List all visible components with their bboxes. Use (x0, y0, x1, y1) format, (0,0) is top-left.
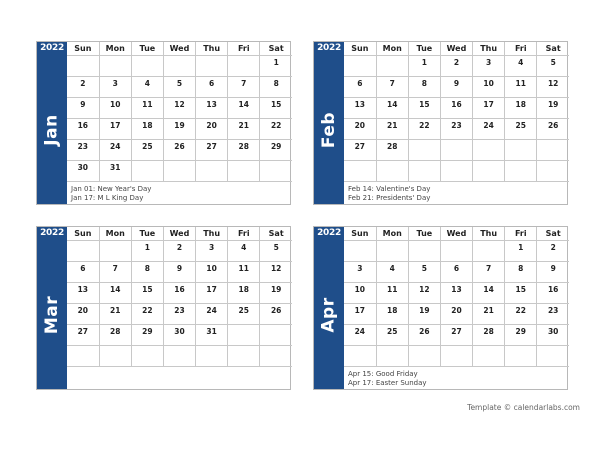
day-cell: 28 (228, 140, 260, 161)
month-band (314, 227, 344, 389)
day-cell: 28 (376, 140, 408, 161)
day-cell: 22 (131, 304, 163, 325)
month-grid (344, 227, 567, 367)
week-row (67, 98, 292, 119)
day-cell: 13 (196, 98, 228, 119)
week-row (344, 346, 569, 367)
day-cell: 12 (163, 98, 195, 119)
month-band (37, 227, 67, 389)
weekday-sun: Sun (67, 42, 99, 56)
week-row (67, 262, 292, 283)
day-cell: 27 (196, 140, 228, 161)
day-cell: 13 (440, 283, 472, 304)
week-row (344, 56, 569, 77)
day-cell (196, 161, 228, 182)
day-cell: 27 (440, 325, 472, 346)
day-cell: 16 (67, 119, 99, 140)
day-cell: 15 (131, 283, 163, 304)
weekday-sun: Sun (344, 227, 376, 241)
week-row (67, 283, 292, 304)
week-row (67, 140, 292, 161)
weekday-header (67, 227, 292, 241)
day-cell (376, 56, 408, 77)
day-cell (537, 161, 569, 182)
day-cell: 28 (99, 325, 131, 346)
day-cell (473, 161, 505, 182)
day-cell: 5 (163, 77, 195, 98)
month-calendar-jan (36, 41, 291, 205)
day-cell (473, 346, 505, 367)
holiday-note: Apr 17: Easter Sunday (348, 379, 427, 387)
weekday-tue: Tue (131, 227, 163, 241)
day-cell: 26 (408, 325, 440, 346)
day-cell: 26 (163, 140, 195, 161)
day-cell (537, 140, 569, 161)
day-cell (344, 241, 376, 262)
day-cell: 6 (440, 262, 472, 283)
month-label-wrap (37, 55, 67, 204)
day-cell (440, 241, 472, 262)
day-cell: 12 (537, 77, 569, 98)
day-cell (260, 346, 292, 367)
day-cell: 21 (473, 304, 505, 325)
day-cell: 25 (376, 325, 408, 346)
day-cell: 24 (344, 325, 376, 346)
day-cell: 11 (131, 98, 163, 119)
day-cell: 14 (228, 98, 260, 119)
day-cell: 19 (408, 304, 440, 325)
day-cell (99, 346, 131, 367)
day-cell (408, 161, 440, 182)
day-cell: 23 (537, 304, 569, 325)
holiday-note: Apr 15: Good Friday (348, 370, 418, 378)
day-cell: 20 (344, 119, 376, 140)
day-cell: 5 (408, 262, 440, 283)
day-cell (408, 140, 440, 161)
day-cell: 15 (260, 98, 292, 119)
week-row (344, 304, 569, 325)
day-cell: 2 (440, 56, 472, 77)
weekday-sat: Sat (260, 42, 292, 56)
holiday-notes (344, 184, 567, 204)
day-cell: 1 (505, 241, 537, 262)
day-cell (408, 346, 440, 367)
day-cell: 9 (440, 77, 472, 98)
day-cell (344, 56, 376, 77)
weekday-tue: Tue (131, 42, 163, 56)
day-cell: 15 (408, 98, 440, 119)
day-cell: 29 (260, 140, 292, 161)
year-label: 2022 (317, 43, 341, 53)
day-cell: 13 (67, 283, 99, 304)
day-cell: 20 (440, 304, 472, 325)
day-cell: 8 (408, 77, 440, 98)
day-cell: 19 (163, 119, 195, 140)
month-label: Jan (42, 113, 62, 146)
day-cell: 7 (376, 77, 408, 98)
day-cell (67, 346, 99, 367)
day-cell (505, 346, 537, 367)
day-cell (260, 325, 292, 346)
day-cell (376, 241, 408, 262)
weekday-thu: Thu (196, 42, 228, 56)
day-cell: 1 (131, 241, 163, 262)
week-row (344, 77, 569, 98)
day-cell: 31 (99, 161, 131, 182)
day-cell: 30 (67, 161, 99, 182)
day-cell (228, 325, 260, 346)
day-cell: 17 (473, 98, 505, 119)
day-cell (344, 161, 376, 182)
day-cell: 10 (473, 77, 505, 98)
weekday-header (67, 42, 292, 56)
day-cell (163, 346, 195, 367)
weekday-fri: Fri (505, 42, 537, 56)
day-cell: 4 (376, 262, 408, 283)
weekday-thu: Thu (473, 227, 505, 241)
day-cell: 27 (67, 325, 99, 346)
day-cell: 9 (163, 262, 195, 283)
week-row (67, 119, 292, 140)
day-cell: 29 (131, 325, 163, 346)
day-cell: 4 (505, 56, 537, 77)
day-cell (163, 161, 195, 182)
day-cell: 25 (131, 140, 163, 161)
weekday-wed: Wed (440, 42, 472, 56)
year-label: 2022 (317, 228, 341, 238)
day-cell: 24 (99, 140, 131, 161)
day-cell (408, 241, 440, 262)
year-label: 2022 (40, 228, 64, 238)
day-cell: 10 (196, 262, 228, 283)
month-calendar-feb (313, 41, 568, 205)
day-cell: 11 (505, 77, 537, 98)
day-cell: 21 (228, 119, 260, 140)
holiday-notes (67, 369, 290, 389)
day-cell: 9 (537, 262, 569, 283)
day-cell: 10 (344, 283, 376, 304)
holiday-notes (344, 369, 567, 389)
day-cell: 7 (228, 77, 260, 98)
weekday-sat: Sat (537, 227, 569, 241)
day-cell (505, 140, 537, 161)
day-cell: 15 (505, 283, 537, 304)
day-cell: 3 (196, 241, 228, 262)
day-cell: 26 (537, 119, 569, 140)
day-cell: 4 (228, 241, 260, 262)
day-cell (131, 346, 163, 367)
month-label-wrap (37, 240, 67, 389)
day-cell: 18 (131, 119, 163, 140)
weekday-mon: Mon (99, 42, 131, 56)
weekday-sat: Sat (260, 227, 292, 241)
week-row (344, 140, 569, 161)
holiday-note: Feb 21: Presidents' Day (348, 194, 431, 202)
weekday-sun: Sun (67, 227, 99, 241)
month-grid (344, 42, 567, 182)
day-cell: 1 (408, 56, 440, 77)
day-cell: 14 (473, 283, 505, 304)
weekday-tue: Tue (408, 227, 440, 241)
day-cell (473, 241, 505, 262)
weekday-thu: Thu (473, 42, 505, 56)
day-cell: 3 (99, 77, 131, 98)
day-cell: 17 (344, 304, 376, 325)
day-cell: 5 (260, 241, 292, 262)
holiday-note: Jan 17: M L King Day (71, 194, 144, 202)
month-label-wrap (314, 55, 344, 204)
day-cell (131, 56, 163, 77)
day-cell: 16 (537, 283, 569, 304)
weekday-mon: Mon (376, 227, 408, 241)
day-cell: 27 (344, 140, 376, 161)
day-cell: 1 (260, 56, 292, 77)
day-cell: 30 (163, 325, 195, 346)
day-cell: 25 (228, 304, 260, 325)
day-cell (196, 346, 228, 367)
day-cell: 21 (376, 119, 408, 140)
day-cell (67, 241, 99, 262)
weekday-tue: Tue (408, 42, 440, 56)
day-cell (196, 56, 228, 77)
day-cell (344, 346, 376, 367)
week-row (344, 325, 569, 346)
day-cell (228, 161, 260, 182)
day-cell: 18 (228, 283, 260, 304)
weekday-fri: Fri (228, 227, 260, 241)
month-grid (67, 42, 290, 182)
day-cell (473, 140, 505, 161)
day-cell: 6 (67, 262, 99, 283)
day-cell: 2 (67, 77, 99, 98)
weekday-wed: Wed (163, 227, 195, 241)
week-row (344, 241, 569, 262)
day-cell (537, 346, 569, 367)
month-label: Mar (42, 295, 62, 334)
week-row (67, 77, 292, 98)
day-cell: 22 (408, 119, 440, 140)
day-cell: 31 (196, 325, 228, 346)
weekday-thu: Thu (196, 227, 228, 241)
month-band (314, 42, 344, 204)
day-cell: 8 (260, 77, 292, 98)
day-cell: 16 (163, 283, 195, 304)
day-cell: 30 (537, 325, 569, 346)
day-cell: 26 (260, 304, 292, 325)
week-row (344, 262, 569, 283)
day-cell: 8 (131, 262, 163, 283)
day-cell: 22 (505, 304, 537, 325)
weekday-sun: Sun (344, 42, 376, 56)
day-cell: 3 (473, 56, 505, 77)
day-cell: 2 (537, 241, 569, 262)
week-row (67, 161, 292, 182)
day-cell: 7 (473, 262, 505, 283)
week-row (344, 98, 569, 119)
day-cell: 24 (473, 119, 505, 140)
day-cell: 22 (260, 119, 292, 140)
day-cell: 2 (163, 241, 195, 262)
day-cell: 20 (196, 119, 228, 140)
month-label: Feb (319, 111, 339, 148)
day-cell: 29 (505, 325, 537, 346)
week-row (67, 346, 292, 367)
holiday-note: Feb 14: Valentine's Day (348, 185, 431, 193)
day-cell: 17 (99, 119, 131, 140)
day-cell (131, 161, 163, 182)
week-row (67, 241, 292, 262)
weekday-fri: Fri (505, 227, 537, 241)
day-cell (376, 161, 408, 182)
day-cell: 6 (196, 77, 228, 98)
month-band (37, 42, 67, 204)
day-cell: 8 (505, 262, 537, 283)
day-cell (99, 241, 131, 262)
day-cell: 3 (344, 262, 376, 283)
month-calendar-mar (36, 226, 291, 390)
weekday-mon: Mon (376, 42, 408, 56)
day-cell: 23 (67, 140, 99, 161)
day-cell: 17 (196, 283, 228, 304)
weekday-wed: Wed (440, 227, 472, 241)
weekday-header (344, 227, 569, 241)
month-grid (67, 227, 290, 367)
day-cell: 20 (67, 304, 99, 325)
day-cell: 5 (537, 56, 569, 77)
day-cell: 6 (344, 77, 376, 98)
day-cell (440, 346, 472, 367)
weekday-wed: Wed (163, 42, 195, 56)
day-cell: 12 (260, 262, 292, 283)
day-cell (260, 161, 292, 182)
day-cell: 7 (99, 262, 131, 283)
month-label-wrap (314, 240, 344, 389)
day-cell: 13 (344, 98, 376, 119)
weekday-fri: Fri (228, 42, 260, 56)
weekday-header (344, 42, 569, 56)
day-cell: 14 (99, 283, 131, 304)
day-cell: 24 (196, 304, 228, 325)
day-cell: 23 (163, 304, 195, 325)
day-cell: 11 (228, 262, 260, 283)
day-cell (440, 161, 472, 182)
day-cell (440, 140, 472, 161)
day-cell: 11 (376, 283, 408, 304)
day-cell (505, 161, 537, 182)
week-row (67, 325, 292, 346)
day-cell (99, 56, 131, 77)
day-cell: 4 (131, 77, 163, 98)
day-cell: 10 (99, 98, 131, 119)
day-cell: 9 (67, 98, 99, 119)
week-row (67, 56, 292, 77)
day-cell: 18 (505, 98, 537, 119)
day-cell: 14 (376, 98, 408, 119)
week-row (344, 119, 569, 140)
day-cell (228, 56, 260, 77)
week-row (344, 283, 569, 304)
day-cell: 28 (473, 325, 505, 346)
week-row (67, 304, 292, 325)
day-cell: 19 (260, 283, 292, 304)
footer-credit: Template © calendarlabs.com (467, 403, 580, 412)
day-cell: 12 (408, 283, 440, 304)
day-cell (163, 56, 195, 77)
weekday-sat: Sat (537, 42, 569, 56)
day-cell: 19 (537, 98, 569, 119)
day-cell (228, 346, 260, 367)
week-row (344, 161, 569, 182)
holiday-note: Jan 01: New Year's Day (71, 185, 152, 193)
day-cell (67, 56, 99, 77)
year-label: 2022 (40, 43, 64, 53)
month-calendar-apr (313, 226, 568, 390)
day-cell: 16 (440, 98, 472, 119)
holiday-notes (67, 184, 290, 204)
weekday-mon: Mon (99, 227, 131, 241)
day-cell: 21 (99, 304, 131, 325)
month-label: Apr (319, 296, 339, 333)
day-cell: 23 (440, 119, 472, 140)
day-cell (376, 346, 408, 367)
day-cell: 25 (505, 119, 537, 140)
day-cell: 18 (376, 304, 408, 325)
